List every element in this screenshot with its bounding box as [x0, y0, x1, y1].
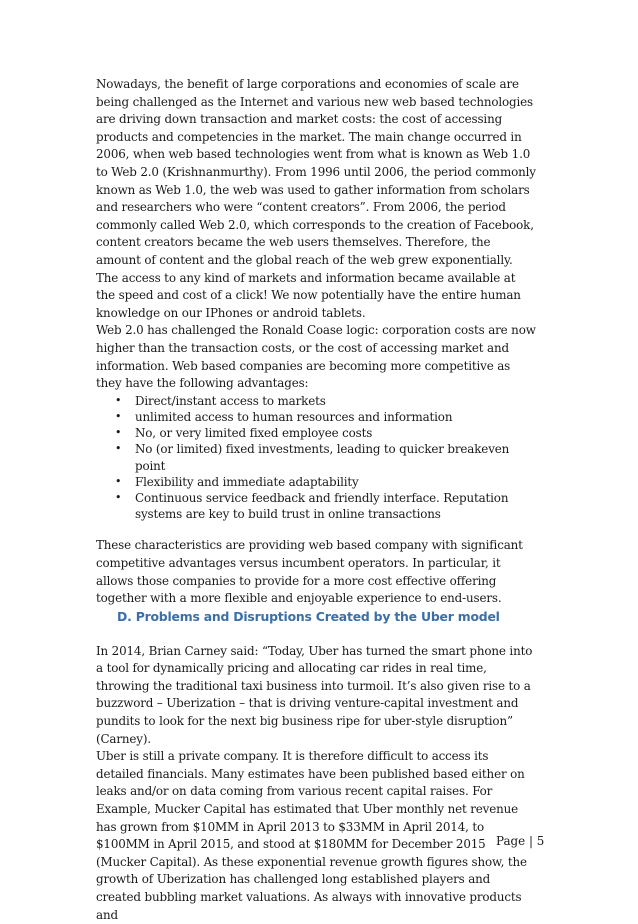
page-body: [96, 76, 536, 924]
bullet-icon: •: [115, 426, 122, 440]
page-number: Page | 5: [496, 834, 545, 848]
list-item: [96, 441, 536, 473]
list-item: [96, 474, 536, 490]
list-item: [96, 409, 536, 425]
bullet-icon: •: [115, 409, 122, 423]
paragraph-coase-logic: Web 2.0 has challenged the Ronald Coase logic: corporation costs are now higher than the transaction costs, or the cost of accessing market and information. Web based companies are becoming more competitive as they have the following advantages:: [96, 323, 536, 391]
list-item-text: No (or limited) fixed investments, leading to quicker breakeven point: [135, 442, 510, 473]
list-item-text: Direct/instant access to markets: [135, 393, 326, 408]
list-item: [96, 425, 536, 441]
list-item: [96, 490, 536, 522]
list-item-text: Flexibility and immediate adaptability: [135, 474, 359, 489]
list-item-text: unlimited access to human resources and information: [135, 409, 453, 424]
section-heading: D. Problems and Disruptions Created by the Uber model: [117, 608, 500, 624]
bullet-icon: •: [115, 474, 122, 488]
paragraph-web-evolution: Nowadays, the benefit of large corporations and economies of scale are being challenged as the Internet and various new web based technologies are driving down transaction and market costs: the cost of accessing products and competencies in the market. The main change occurred in 2006, when web based technologies went from what is known as Web 1.0 to Web 2.0 (Krishnanmurthy). From 1996 until 2006, the period commonly known as Web 1.0, the web was used to gather information from scholars and researchers who were “content creators”. From 2006, the period commonly called Web 2.0, which corresponds to the creation of Facebook, content creators became the web users themselves. Therefore, the amount of content and the global reach of the web grew exponentially. The access to any kind of markets and information became available at the speed and cost of a click! We now potentially have the entire human knowledge on our IPhones or android tablets.: [96, 77, 536, 320]
paragraph-carney-quote: In 2014, Brian Carney said: “Today, Uber has turned the smart phone into a tool for dynamically pricing and allocating car rides in real time, throwing the traditional taxi business into turmoil. It’s also given rise to a buzzword – Uberization – that is driving venture-capital investment and pundits to look for the next big business ripe for uber-style disruption” (Carney).: [96, 643, 533, 746]
list-item-text: No, or very limited fixed employee costs: [135, 426, 373, 441]
bullet-icon: •: [115, 490, 122, 504]
paragraph-uber-financials: Uber is still a private company. It is therefore difficult to access its detailed financials. Many estimates have been published based either on leaks and/or on data coming from various recent capital raises. For Example, Mucker Capital has estimated that Uber monthly net revenue has grown from $10MM in April 2013 to $33MM in April 2014, to $100MM in April 2015, and stood at $180MM for December 2015 (Mucker Capital). As these exponential revenue growth figures show, the growth of Uberization has challenged long established players and created bubbling market valuations. As always with innovative products and: [96, 749, 527, 922]
bullet-icon: •: [115, 393, 122, 407]
advantages-list: [96, 393, 536, 523]
list-item-text: Continuous service feedback and friendly interface. Reputation systems are key to build trust in online transactions: [135, 490, 509, 522]
list-item: [96, 393, 536, 409]
paragraph-characteristics: These characteristics are providing web based company with significant competitive advantages versus incumbent operators. In particular, it allows those companies to provide for a more cost effective offering together with a more flexible and enjoyable experience to end-users.: [96, 538, 523, 606]
bullet-icon: •: [115, 442, 122, 456]
